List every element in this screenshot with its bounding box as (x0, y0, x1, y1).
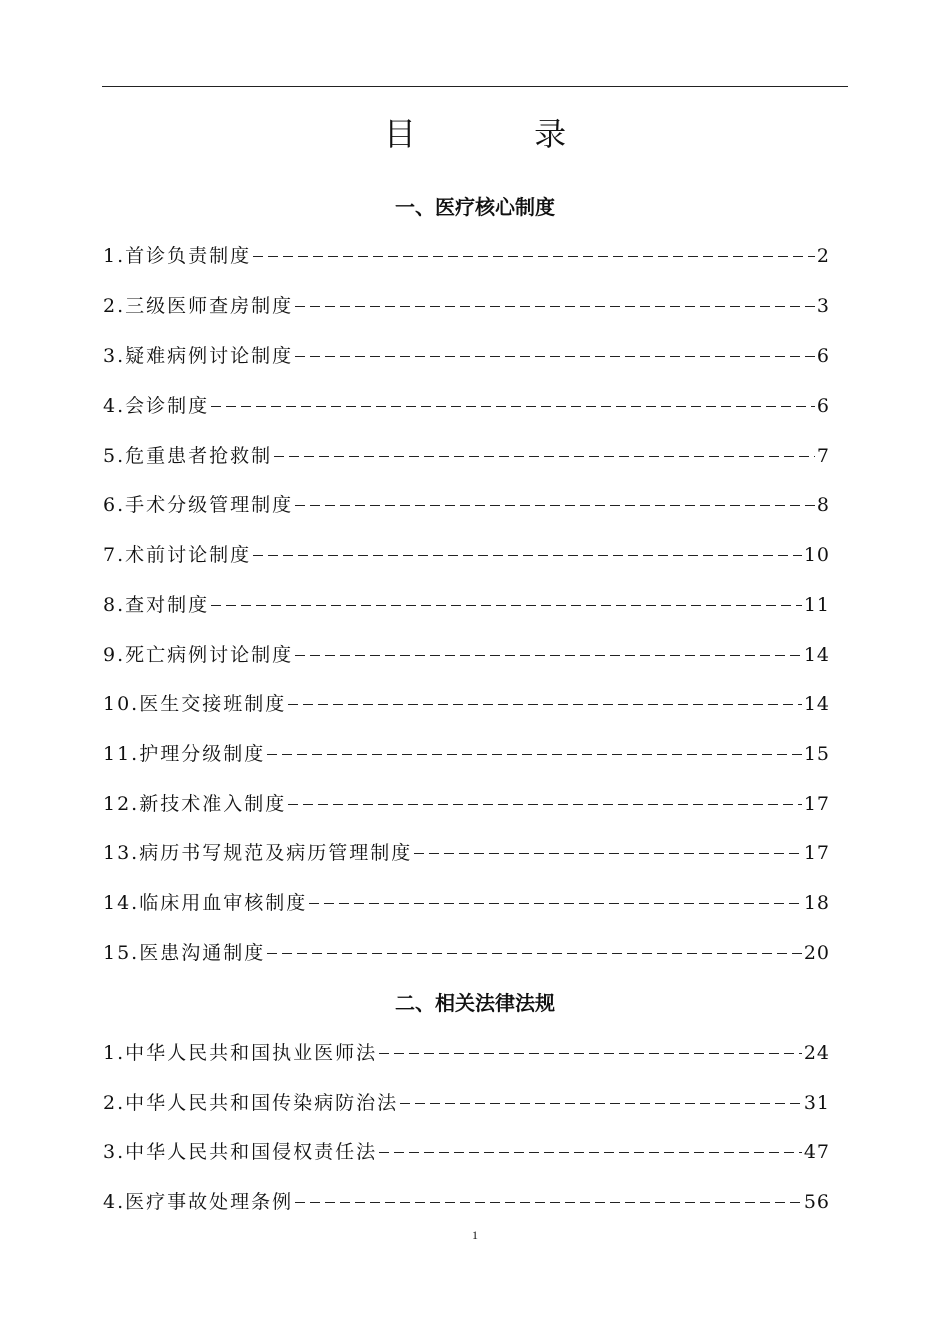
toc-leader (400, 1103, 802, 1104)
toc-entry-page: 56 (803, 1191, 830, 1213)
toc-leader (267, 953, 802, 954)
toc-entry-page: 11 (803, 594, 830, 616)
toc-entry-page: 17 (803, 793, 830, 815)
toc-entry-label: 15.医患沟通制度 (103, 942, 266, 964)
toc-leader (379, 1152, 802, 1153)
toc-entry[interactable] (103, 689, 830, 719)
toc-entry[interactable] (103, 1187, 830, 1217)
toc-leader (253, 555, 802, 556)
toc-leader (267, 754, 802, 755)
toc-entry-page: 24 (803, 1042, 830, 1064)
toc-entry-page: 31 (803, 1092, 830, 1114)
toc-leader (211, 406, 815, 407)
toc-entry-label: 2.中华人民共和国传染病防治法 (103, 1092, 399, 1114)
toc-entry-page: 14 (803, 693, 830, 715)
toc-entry-page: 7 (816, 445, 830, 467)
toc-entry-label: 2.三级医师查房制度 (103, 295, 294, 317)
toc-entry-page: 6 (816, 345, 830, 367)
toc-entry-label: 10.医生交接班制度 (103, 693, 287, 715)
toc-entry-page: 20 (803, 942, 830, 964)
toc-leader (295, 655, 802, 656)
toc-entry[interactable] (103, 441, 830, 471)
toc-leader (288, 804, 802, 805)
toc-entry[interactable] (103, 540, 830, 570)
toc-entry[interactable] (103, 888, 830, 918)
toc-entry-label: 4.会诊制度 (103, 395, 210, 417)
toc-leader (309, 903, 802, 904)
toc-entry-page: 47 (803, 1141, 830, 1163)
toc-entry-label: 6.手术分级管理制度 (103, 494, 294, 516)
toc-entry[interactable] (103, 1137, 830, 1167)
toc-entry-page: 18 (803, 892, 830, 914)
toc-entry-page: 10 (803, 544, 830, 566)
toc-entry[interactable] (103, 1038, 830, 1068)
toc-entry-label: 11.护理分级制度 (103, 743, 266, 765)
toc-entry[interactable] (103, 490, 830, 520)
toc-entry[interactable] (103, 938, 830, 968)
toc-entry-page: 14 (803, 644, 830, 666)
toc-entry[interactable] (103, 640, 830, 670)
toc-leader (288, 704, 802, 705)
toc-entry[interactable] (103, 291, 830, 321)
toc-entry[interactable] (103, 838, 830, 868)
toc-entry[interactable] (103, 789, 830, 819)
toc-entry-label: 5.危重患者抢救制 (103, 445, 273, 467)
toc-entry-label: 4.医疗事故处理条例 (103, 1191, 294, 1213)
toc-entry-page: 15 (803, 743, 830, 765)
toc-leader (379, 1053, 802, 1054)
toc-entry-label: 1.首诊负责制度 (103, 245, 252, 267)
toc-entry-label: 8.查对制度 (103, 594, 210, 616)
toc-entry-label: 1.中华人民共和国执业医师法 (103, 1042, 378, 1064)
toc-entry[interactable] (103, 1088, 830, 1118)
toc-entry-page: 6 (816, 395, 830, 417)
document-title: 目 录 (383, 115, 621, 153)
toc-entry[interactable] (103, 391, 830, 421)
toc-entry-label: 7.术前讨论制度 (103, 544, 252, 566)
toc-leader (295, 306, 815, 307)
toc-entry-label: 13.病历书写规范及病历管理制度 (103, 842, 413, 864)
toc-entry-label: 3.疑难病例讨论制度 (103, 345, 294, 367)
toc-entry-page: 17 (803, 842, 830, 864)
section-heading-core-systems: 一、医疗核心制度 (395, 195, 555, 219)
toc-entry[interactable] (103, 341, 830, 371)
toc-entry-page: 2 (816, 245, 830, 267)
toc-leader (211, 605, 802, 606)
toc-leader (414, 853, 802, 854)
toc-leader (295, 356, 815, 357)
header-rule (102, 86, 848, 87)
toc-entry-label: 12.新技术准入制度 (103, 793, 287, 815)
toc-entry[interactable] (103, 590, 830, 620)
toc-leader (295, 505, 815, 506)
toc-entry-label: 9.死亡病例讨论制度 (103, 644, 294, 666)
footer-page-number: 1 (472, 1228, 478, 1242)
toc-entry-page: 3 (816, 295, 830, 317)
toc-leader (253, 256, 815, 257)
toc-entry[interactable] (103, 241, 830, 271)
toc-entry-label: 14.临床用血审核制度 (103, 892, 308, 914)
toc-leader (274, 456, 815, 457)
toc-entry-label: 3.中华人民共和国侵权责任法 (103, 1141, 378, 1163)
section-heading-laws: 二、相关法律法规 (395, 991, 555, 1015)
toc-leader (295, 1202, 802, 1203)
toc-entry[interactable] (103, 739, 830, 769)
toc-entry-page: 8 (816, 494, 830, 516)
